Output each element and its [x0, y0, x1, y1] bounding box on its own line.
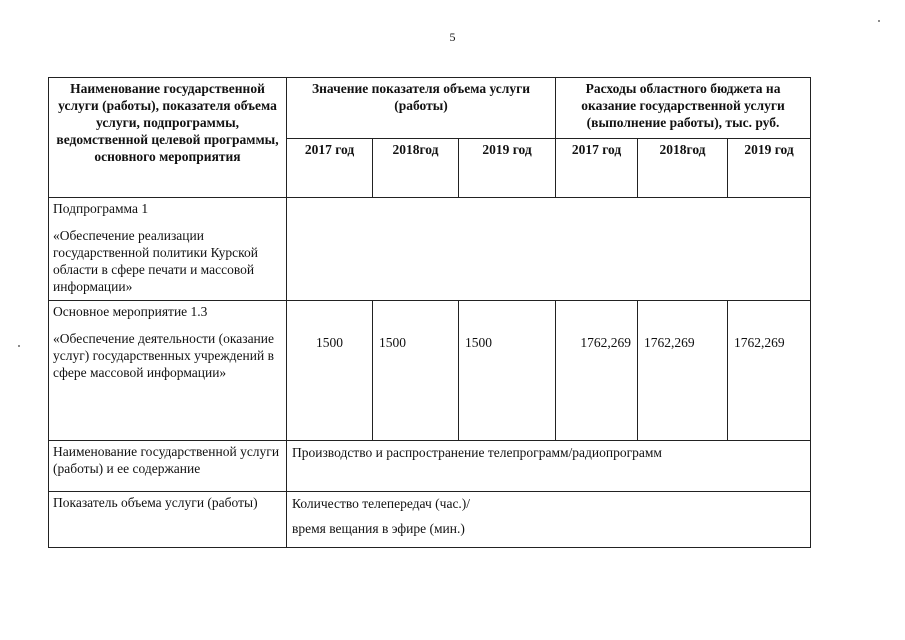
service-label: Наименование государственной услуги (работы) и ее содержание — [49, 441, 287, 492]
header-year-budget-2018: 2018год — [638, 138, 728, 197]
budget-2019-value: 1762,269 — [728, 301, 811, 441]
budget-2018-value: 1762,269 — [638, 301, 728, 441]
header-year-volume-2019: 2019 год — [459, 138, 556, 197]
header-year-budget-2017: 2017 год — [556, 138, 638, 197]
header-budget-group: Расходы областного бюджета на оказание государственной услуги (выполнение работы), тыс. руб. — [556, 78, 811, 139]
table-row-main-event — [49, 301, 811, 441]
header-volume-group: Значение показателя объема услуги (работы) — [287, 78, 556, 139]
main-event-cell — [49, 301, 287, 441]
subprogram-title: Подпрограмма 1 — [53, 201, 149, 216]
header-name-column: Наименование государственной услуги (работы), показателя объема услуги, подпрограммы, ведомственной целевой программы, основного мероприятия — [49, 78, 287, 198]
service-value: Производство и распространение телепрограмм/радиопрограмм — [287, 441, 811, 492]
table-row-subprogram — [49, 198, 811, 301]
indicator-value-line1: Количество телепередач (час.)/ — [292, 496, 471, 511]
subprogram-empty-cell — [287, 198, 811, 301]
budget-table — [48, 77, 811, 548]
budget-2017-value: 1762,269 — [556, 301, 638, 441]
indicator-label: Показатель объема услуги (работы) — [49, 492, 287, 548]
table-row-indicator — [49, 492, 811, 548]
header-year-volume-2017: 2017 год — [287, 138, 373, 197]
indicator-value-cell — [287, 492, 811, 548]
page-number: 5 — [449, 30, 456, 44]
header-year-budget-2019: 2019 год — [728, 138, 811, 197]
table-header — [49, 78, 811, 198]
volume-2017-value: 1500 — [287, 301, 373, 441]
subprogram-description: «Обеспечение реализации государственной политики Курской области в сфере печати и массовой информации» — [53, 228, 258, 294]
scan-artifact — [18, 345, 20, 347]
main-event-title: Основное мероприятие 1.3 — [53, 304, 208, 319]
volume-2019-value: 1500 — [459, 301, 556, 441]
main-event-description: «Обеспечение деятельности (оказание услуг) государственных учреждений в сфере массовой информации» — [53, 331, 275, 380]
subprogram-cell — [49, 198, 287, 301]
header-year-volume-2018: 2018год — [373, 138, 459, 197]
table-row-service — [49, 441, 811, 492]
indicator-value-line2: время вещания в эфире (мин.) — [292, 521, 465, 536]
scan-artifact — [878, 20, 880, 22]
volume-2018-value: 1500 — [373, 301, 459, 441]
